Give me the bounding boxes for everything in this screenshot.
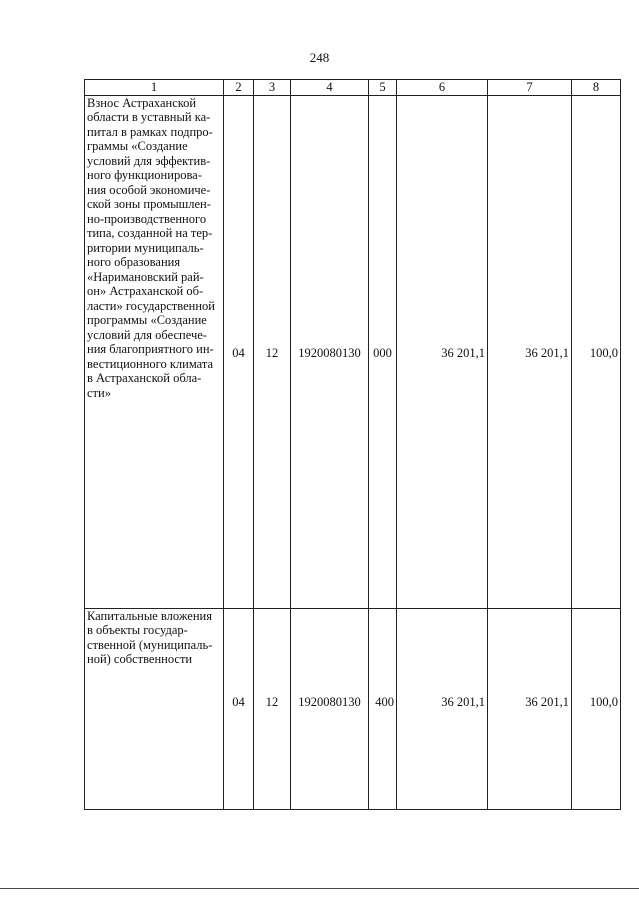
amount-executed: 36 201,1 <box>488 608 572 809</box>
execution-percent: 100,0 <box>572 608 621 809</box>
column-header-6: 6 <box>397 80 488 96</box>
row-description: Капитальные вложения в объекты государ- ственной (муниципаль- ной) собственности <box>85 608 224 809</box>
table-row <box>85 608 621 809</box>
column-header-5: 5 <box>369 80 397 96</box>
subsection-code: 12 <box>254 95 291 608</box>
section-code: 04 <box>224 608 254 809</box>
table-row <box>85 95 621 608</box>
amount-approved: 36 201,1 <box>397 608 488 809</box>
target-article-code: 1920080130 <box>291 95 369 608</box>
column-header-4: 4 <box>291 80 369 96</box>
column-header-3: 3 <box>254 80 291 96</box>
page-bottom-divider <box>0 888 639 889</box>
subsection-code: 12 <box>254 608 291 809</box>
amount-approved: 36 201,1 <box>397 95 488 608</box>
budget-table <box>84 79 621 810</box>
section-code: 04 <box>224 95 254 608</box>
amount-executed: 36 201,1 <box>488 95 572 608</box>
row-description: Взнос Астраханской области в уставный ка- питал в рамках подпро- граммы «Создание условий для эффектив- ного функционирова- ния особой экономиче- ской зоны промышлен- но-производственного типа, созданной на тер- ритории муниципаль- ного образования «Наримановский рай- он» Астраханской об- ласти» государственной программы «Создание условий для обеспече- ния благоприятного ин- вестиционного климата в Астраханской обла- сти» <box>85 95 224 608</box>
column-header-2: 2 <box>224 80 254 96</box>
header-row <box>85 80 621 96</box>
column-header-7: 7 <box>488 80 572 96</box>
page-number: 248 <box>309 50 330 65</box>
column-header-1: 1 <box>85 80 224 96</box>
expense-type-code: 400 <box>369 608 397 809</box>
execution-percent: 100,0 <box>572 95 621 608</box>
expense-type-code: 000 <box>369 95 397 608</box>
target-article-code: 1920080130 <box>291 608 369 809</box>
column-header-8: 8 <box>572 80 621 96</box>
